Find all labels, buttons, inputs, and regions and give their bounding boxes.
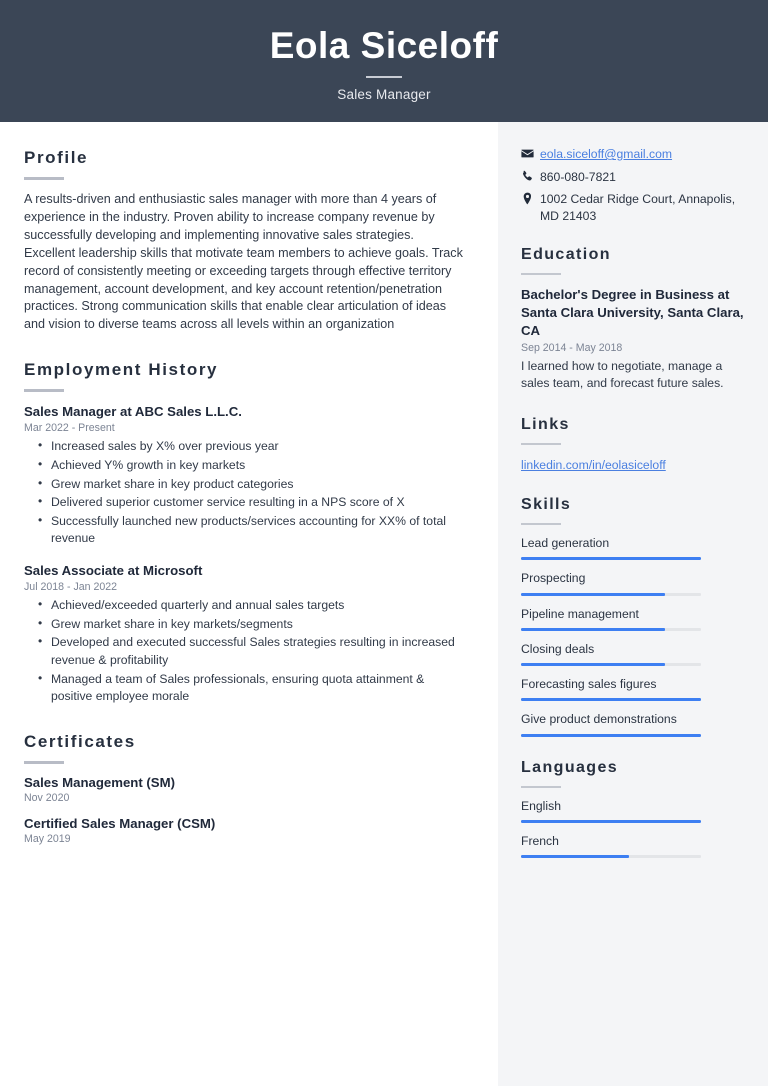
employment-bullet: • Managed a team of Sales professionals, ensuring quota attainment & positive employee morale bbox=[51, 671, 466, 706]
contact-item bbox=[521, 191, 744, 224]
contact-item bbox=[521, 169, 744, 186]
phone-icon bbox=[521, 169, 540, 183]
skill-label: Forecasting sales figures bbox=[521, 677, 657, 691]
languages-heading: Languages bbox=[521, 758, 619, 776]
employment-bullet: • Delivered superior customer service resulting in a NPS score of X bbox=[51, 494, 466, 512]
profile-heading-rule bbox=[24, 177, 64, 180]
employment-entry bbox=[24, 403, 466, 548]
employment-heading: Employment History bbox=[24, 360, 219, 380]
employment-section bbox=[24, 360, 466, 705]
resume-body bbox=[0, 122, 768, 1086]
skill-label: Lead generation bbox=[521, 536, 610, 550]
links-section bbox=[521, 416, 744, 474]
contact-text: 860-080-7821 bbox=[540, 169, 616, 184]
languages-section bbox=[521, 759, 744, 859]
skills-heading: Skills bbox=[521, 496, 572, 513]
employment-bullet: • Grew market share in key markets/segments bbox=[51, 616, 466, 634]
profile-section bbox=[24, 148, 466, 334]
languages-list bbox=[521, 799, 744, 859]
certificate-date: May 2019 bbox=[24, 832, 71, 845]
map-pin-icon bbox=[521, 191, 540, 205]
skill-bar-fill bbox=[521, 557, 701, 560]
employment-entry-date: Jul 2018 - Jan 2022 bbox=[24, 581, 118, 594]
skill-label: Give product demonstrations bbox=[521, 712, 677, 727]
language-label: English bbox=[521, 798, 561, 813]
skill-label: Pipeline management bbox=[521, 606, 639, 621]
certificate-title: Sales Management (SM) bbox=[24, 774, 175, 790]
language bbox=[521, 834, 744, 858]
employment-heading-rule bbox=[24, 389, 64, 392]
links-heading: Links bbox=[521, 416, 570, 433]
candidate-name: Eola Siceloff bbox=[269, 24, 499, 66]
certificates-heading: Certificates bbox=[24, 731, 136, 751]
skill bbox=[521, 571, 744, 595]
employment-bullet-list bbox=[24, 438, 466, 548]
employment-bullet: • Successfully launched new products/services accounting for XX% of total revenue bbox=[51, 513, 466, 548]
skill-bar-fill bbox=[521, 663, 665, 666]
certificate-entries bbox=[24, 775, 466, 845]
education-description: I learned how to negotiate, manage a sales team, and forecast future sales. bbox=[521, 359, 724, 390]
language-bar-fill bbox=[521, 820, 701, 823]
skill bbox=[521, 536, 744, 560]
education-degree: Bachelor's Degree in Business at Santa Clara University, Santa Clara, CA bbox=[521, 287, 744, 338]
certificates-heading-rule bbox=[24, 761, 64, 764]
education-date: Sep 2014 - May 2018 bbox=[521, 342, 623, 354]
certificates-section bbox=[24, 732, 466, 845]
links-heading-rule bbox=[521, 443, 561, 445]
skill bbox=[521, 677, 744, 701]
profile-link[interactable]: linkedin.com/in/eolasiceloff bbox=[521, 458, 666, 472]
header-divider bbox=[366, 76, 402, 78]
language-label: French bbox=[521, 833, 559, 848]
skill bbox=[521, 607, 744, 631]
certificate-entry bbox=[24, 816, 466, 845]
employment-bullet: • Achieved/exceeded quarterly and annual sales targets bbox=[51, 597, 466, 615]
certificate-title: Certified Sales Manager (CSM) bbox=[24, 815, 216, 831]
contact-email-link[interactable]: eola.siceloff@gmail.com bbox=[540, 147, 673, 161]
profile-heading: Profile bbox=[24, 148, 89, 167]
skill-bar-track bbox=[521, 593, 701, 596]
links-list bbox=[521, 456, 744, 474]
certificate-entry bbox=[24, 775, 466, 804]
skill bbox=[521, 712, 744, 736]
language-bar-fill bbox=[521, 855, 629, 858]
language-bar-track bbox=[521, 820, 701, 823]
language-bar-track bbox=[521, 855, 701, 858]
languages-heading-rule bbox=[521, 786, 561, 788]
employment-bullet: • Developed and executed successful Sales strategies resulting in increased revenue & profitability bbox=[51, 634, 466, 669]
skill-bar-track bbox=[521, 628, 701, 631]
employment-entry bbox=[24, 562, 466, 706]
envelope-icon bbox=[521, 146, 540, 160]
skills-section bbox=[521, 496, 744, 737]
employment-bullet-list bbox=[24, 597, 466, 706]
skill-bar-fill bbox=[521, 593, 665, 596]
education-section bbox=[521, 246, 744, 392]
contact-item[interactable] bbox=[521, 146, 744, 163]
employment-entries bbox=[24, 403, 466, 705]
skills-list bbox=[521, 536, 744, 737]
candidate-job-title: Sales Manager bbox=[337, 87, 431, 103]
skill-label: Prospecting bbox=[521, 571, 586, 586]
skill-bar-fill bbox=[521, 698, 701, 701]
certificate-date: Nov 2020 bbox=[24, 791, 70, 804]
resume-header bbox=[0, 0, 768, 122]
sidebar-column bbox=[498, 122, 768, 1086]
skills-heading-rule bbox=[521, 523, 561, 525]
skill-bar-fill bbox=[521, 628, 665, 631]
skill-bar-fill bbox=[521, 734, 701, 737]
employment-bullet: • Grew market share in key product categories bbox=[51, 476, 466, 494]
employment-entry-title: Sales Manager at ABC Sales L.L.C. bbox=[24, 404, 242, 420]
main-column bbox=[0, 122, 498, 1086]
skill bbox=[521, 642, 744, 666]
education-heading-rule bbox=[521, 273, 561, 275]
contact-text: 1002 Cedar Ridge Court, Annapolis, MD 21403 bbox=[540, 192, 736, 223]
skill-bar-track bbox=[521, 734, 701, 737]
skill-label: Closing deals bbox=[521, 641, 595, 656]
contact-list bbox=[521, 146, 744, 224]
profile-text: A results-driven and enthusiastic sales manager with more than 4 years of experience in the industry. Proven ability to increase company revenue by successfully developing and implementing innovative sales strategies. Excellent leadership skills that motivate team members to achieve goals. Track record of consistently meeting or exceeding targets through effective territory management, account development, and key account retention/penetration practices. Strong communication skills that enable clear articulation of ideas and vision to diverse teams across all levels within an organization bbox=[24, 192, 463, 332]
skill-bar-track bbox=[521, 698, 701, 701]
employment-entry-date: Mar 2022 - Present bbox=[24, 422, 115, 435]
employment-bullet: • Increased sales by X% over previous year bbox=[51, 438, 466, 456]
employment-entry-title: Sales Associate at Microsoft bbox=[24, 562, 203, 578]
skill-bar-track bbox=[521, 663, 701, 666]
employment-bullet: • Achieved Y% growth in key markets bbox=[51, 457, 466, 475]
skill-bar-track bbox=[521, 557, 701, 560]
education-heading: Education bbox=[521, 246, 611, 263]
language bbox=[521, 799, 744, 823]
